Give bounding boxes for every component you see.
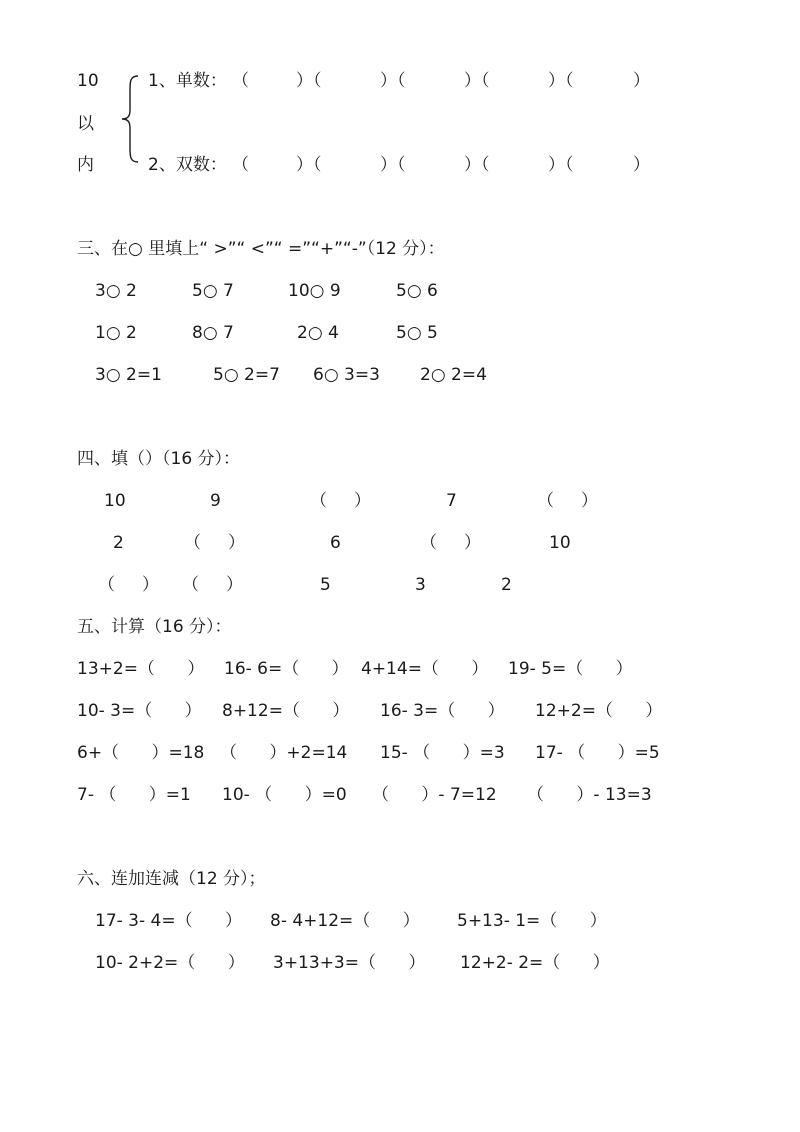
s5-item: 16- 6=（ ） (224, 659, 349, 679)
section3-title: 三、在○ 里填上“ >”“ <”“ =”“+”“-”（12 分）： (77, 239, 445, 259)
odd-blank-0: （ (232, 71, 249, 91)
s5-item: 19- 5=（ ） (508, 659, 633, 679)
s4-item: （ ） (184, 533, 246, 553)
s5-item: 15- （ ）=3 (380, 743, 505, 763)
s3-item: 5○ 2=7 (213, 365, 280, 385)
s5-item: 12+2=（ ） (535, 701, 663, 721)
s3-item: 2○ 4 (297, 323, 339, 343)
s6-item: 8- 4+12=（ ） (270, 911, 420, 931)
s4-item: 10 (104, 491, 126, 511)
s3-item: 3○ 2 (95, 281, 137, 301)
s5-item: 8+12=（ ） (222, 701, 350, 721)
s5-item: 10- （ ）=0 (222, 785, 347, 805)
s4-item: 9 (210, 491, 221, 511)
s4-item: 3 (415, 575, 426, 595)
s4-item: 10 (549, 533, 571, 553)
s5-item: 10- 3=（ ） (77, 701, 202, 721)
s6-item: 3+13+3=（ ） (273, 953, 426, 973)
s5-item: （ ）+2=14 (220, 743, 348, 763)
even-blank-0: （ (232, 155, 249, 175)
s5-item: （ ）- 13=3 (527, 785, 652, 805)
s5-item: 16- 3=（ ） (380, 701, 505, 721)
range-label-10: 10 (77, 71, 99, 91)
section4-title: 四、填（）（16 分）： (77, 449, 241, 469)
range-label-nei: 内 (77, 155, 94, 175)
even-numbers-label: 2、双数： (148, 155, 227, 175)
s3-item: 5○ 7 (192, 281, 234, 301)
s3-item: 10○ 9 (288, 281, 341, 301)
s3-item: 3○ 2=1 (95, 365, 162, 385)
s5-item: 13+2=（ ） (77, 659, 205, 679)
s4-item: 2 (501, 575, 512, 595)
even-blank-1: ）（ (296, 155, 322, 175)
s4-item: 6 (330, 533, 341, 553)
s6-item: 5+13- 1=（ ） (457, 911, 607, 931)
s4-item: （ ） (98, 575, 160, 595)
s5-item: 4+14=（ ） (361, 659, 489, 679)
s4-item: 7 (446, 491, 457, 511)
s3-item: 5○ 5 (396, 323, 438, 343)
even-blank-2: ）（ (380, 155, 406, 175)
odd-blank-2: ）（ (380, 71, 406, 91)
s4-item: （ ） (182, 575, 244, 595)
s4-item: 5 (320, 575, 331, 595)
curly-brace-icon (120, 74, 142, 164)
s4-item: （ ） (537, 491, 599, 511)
even-blank-5: ） (633, 155, 650, 175)
s5-item: （ ）- 7=12 (372, 785, 497, 805)
s6-item: 12+2- 2=（ ） (460, 953, 610, 973)
s6-item: 17- 3- 4=（ ） (95, 911, 243, 931)
s3-item: 2○ 2=4 (420, 365, 487, 385)
s3-item: 6○ 3=3 (313, 365, 380, 385)
even-blank-3: ）（ (464, 155, 490, 175)
odd-blank-4: ）（ (548, 71, 574, 91)
s4-item: （ ） (420, 533, 482, 553)
s5-item: 6+（ ）=18 (77, 743, 205, 763)
odd-blank-5: ） (633, 71, 650, 91)
s3-item: 1○ 2 (95, 323, 137, 343)
s5-item: 7- （ ）=1 (77, 785, 191, 805)
s3-item: 5○ 6 (396, 281, 438, 301)
s6-item: 10- 2+2=（ ） (95, 953, 245, 973)
odd-numbers-label: 1、单数： (148, 71, 227, 91)
odd-blank-3: ）（ (464, 71, 490, 91)
even-blank-4: ）（ (548, 155, 574, 175)
s4-item: （ ） (310, 491, 372, 511)
section6-title: 六、连加连减（12 分）； (77, 869, 266, 889)
section5-title: 五、计算（16 分）： (77, 617, 232, 637)
range-label-yi: 以 (77, 114, 94, 134)
odd-blank-1: ）（ (296, 71, 322, 91)
s4-item: 2 (113, 533, 124, 553)
s3-item: 8○ 7 (192, 323, 234, 343)
s5-item: 17- （ ）=5 (535, 743, 660, 763)
